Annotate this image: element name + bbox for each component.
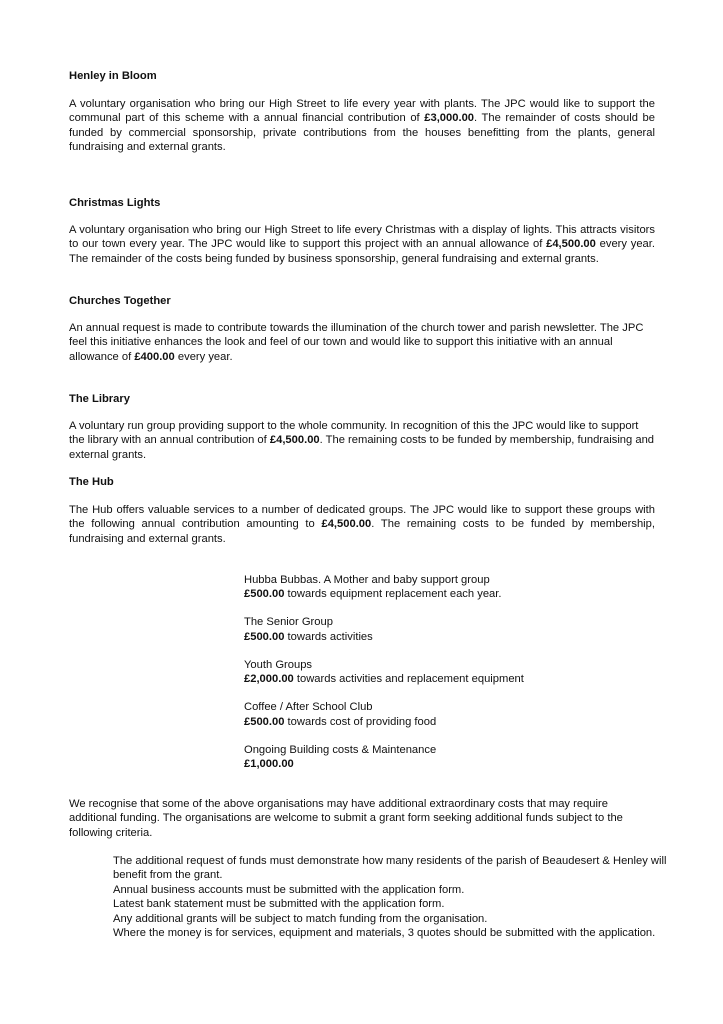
section-heading-the-library: The Library <box>69 393 130 405</box>
allocation-detail: towards equipment replacement each year. <box>284 588 502 601</box>
allocation-amount: £500.00 <box>244 630 285 643</box>
body-text: An annual request is made to contribute towards the illumination of the church tower and parish newsletter. The JPC feel this initiative enhances the look and feel of our town and would like to support this initiative with an annual allowance of <box>69 322 644 363</box>
section-body-christmas-lights <box>69 223 655 266</box>
contribution-amount: £4,500.00 <box>269 434 320 447</box>
contribution-amount: £400.00 <box>134 350 175 363</box>
body-text: The Hub offers valuable services to a number of dedicated groups. The JPC would like to support these groups with the following annual contribution amounting to <box>69 504 655 531</box>
body-text: A voluntary organisation who bring our High Street to life every year with plants. The JPC would like to support the communal part of this scheme with a annual financial contribution of <box>69 98 655 125</box>
criteria-item: Any additional grants will be subject to match funding from the organisation. <box>113 912 488 925</box>
hub-group-allocation <box>244 757 664 771</box>
allocation-detail: towards activities <box>284 630 373 643</box>
closing-paragraph: We recognise that some of the above organisations may have additional extraordinary costs that may require additional funding. The organisations are welcome to submit a grant form seeking additional funds subject to the following criteria. <box>69 798 623 839</box>
hub-group-name: Hubba Bubbas. A Mother and baby support group <box>244 574 490 586</box>
hub-group-name: Ongoing Building costs & Maintenance <box>244 743 437 756</box>
section-body-churches-together <box>69 321 655 364</box>
hub-group-name: Youth Groups <box>244 658 313 671</box>
section-heading-churches-together: Churches Together <box>69 295 171 307</box>
section-body-henley-in-bloom <box>69 97 655 155</box>
body-text: A voluntary run group providing support to the whole community. In recognition of this the JPC would like to support the library with an annual contribution of <box>69 420 639 447</box>
hub-group-allocation <box>244 587 664 601</box>
body-text: . The remaining costs to be funded by membership, fundraising and external grants. <box>69 518 655 545</box>
contribution-amount: £4,500.00 <box>321 518 372 531</box>
body-text: every year. The remainder of the costs being funded by business sponsorship, general fundraising and external grants. <box>69 238 655 265</box>
list-item <box>244 700 664 729</box>
section-body-the-library <box>69 419 655 462</box>
allocation-amount: £1,000.00 <box>244 758 294 771</box>
contribution-amount: £3,000.00 <box>424 112 475 125</box>
list-item <box>244 658 664 687</box>
criteria-list <box>113 854 673 940</box>
list-item <box>244 743 664 772</box>
allocation-amount: £2,000.00 <box>244 673 294 686</box>
allocation-amount: £500.00 <box>244 588 285 601</box>
body-text: . The remaining costs to be funded by membership, fundraising and external grants. <box>69 434 655 461</box>
hub-group-allocation <box>244 715 664 729</box>
list-item <box>244 573 664 602</box>
allocation-detail: towards cost of providing food <box>284 715 437 728</box>
hub-group-list <box>244 573 664 785</box>
section-heading-henley-in-bloom: Henley in Bloom <box>69 70 157 82</box>
body-text: every year. <box>174 350 233 363</box>
section-heading-the-hub: The Hub <box>69 476 114 488</box>
hub-group-allocation <box>244 672 664 686</box>
section-heading-christmas-lights: Christmas Lights <box>69 197 161 209</box>
allocation-detail: towards activities and replacement equipment <box>293 673 524 686</box>
section-body-the-hub <box>69 503 655 546</box>
criteria-item: Latest bank statement must be submitted with the application form. <box>113 898 445 911</box>
list-item <box>244 615 664 644</box>
hub-group-allocation <box>244 630 664 644</box>
body-text: A voluntary organisation who bring our High Street to life every Christmas with a display of lights. This attracts visitors to our town every year. The JPC would like to support this project with an annual allowance of <box>69 224 655 251</box>
allocation-amount: £500.00 <box>244 715 285 728</box>
contribution-amount: £4,500.00 <box>546 238 596 251</box>
criteria-item: Where the money is for services, equipment and materials, 3 quotes should be submitted with the application. <box>113 927 656 940</box>
body-text: . The remainder of costs should be funded by commercial sponsorship, private contributions from the houses benefitting from the plants, general fundraising and external grants. <box>69 112 655 154</box>
criteria-item: The additional request of funds must demonstrate how many residents of the parish of Beaudesert & Henley will benefit from the grant. <box>113 855 667 882</box>
hub-group-name: Coffee / After School Club <box>244 701 373 714</box>
criteria-item: Annual business accounts must be submitted with the application form. <box>113 883 465 896</box>
hub-group-name: The Senior Group <box>244 616 333 629</box>
